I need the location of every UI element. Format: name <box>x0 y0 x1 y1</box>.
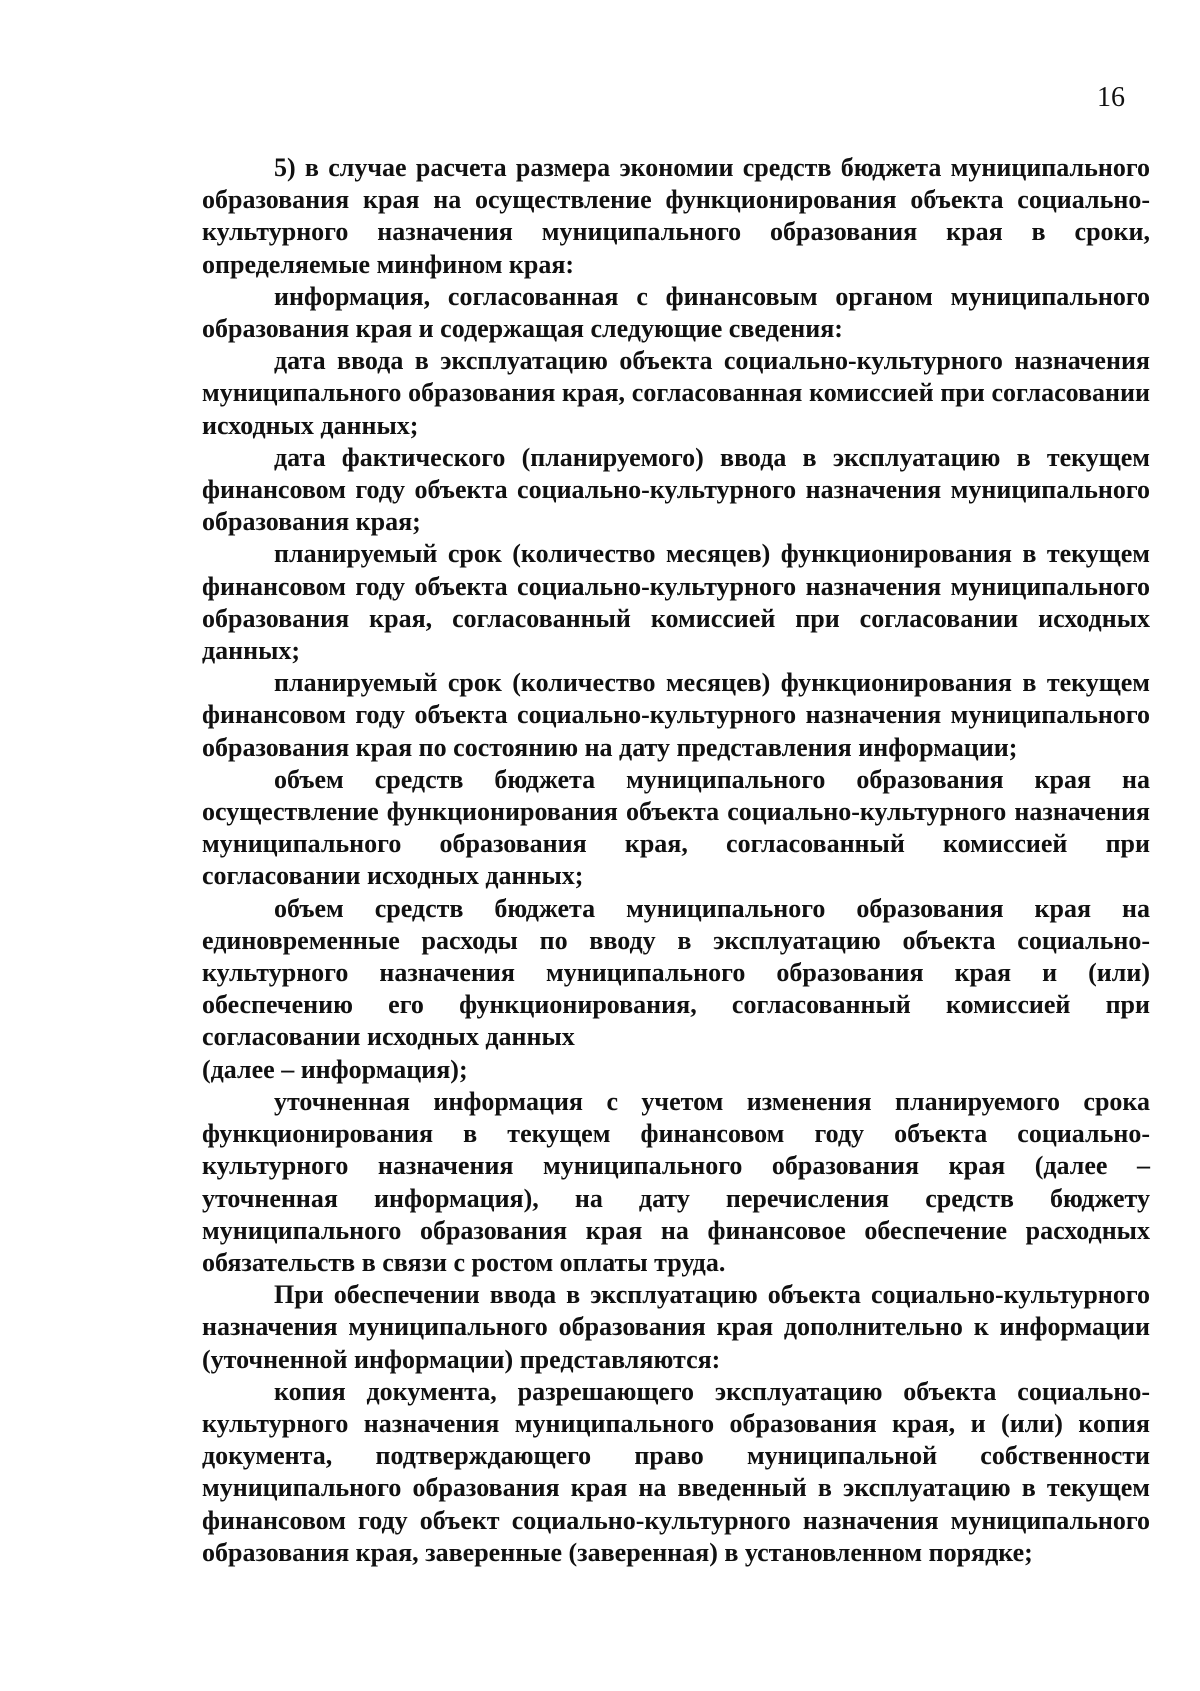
paragraph-planned-term-current: планируемый срок (количество месяцев) функционирования в текущем финансовом году объекта социально-культурного назначения муниципального образования края по состоянию на дату представления информации; <box>202 668 1150 762</box>
paragraph-updated-information: уточненная информация с учетом изменения планируемого срока функционирования в текущем финансовом году объекта социально-культурного назначения муниципального образования края (далее – уточненная информация), на дату перечисления средств бюджету муниципального образования края на финансовое обеспечение расходных обязательств в связи с ростом оплаты труда. <box>202 1086 1150 1277</box>
paragraph-budget-volume-operation: объем средств бюджета муниципального образования края на осуществление функционирования объекта социально-культурного назначения муниципального образования края, согласованный комиссией при согласовании исходных данных; <box>202 764 1150 891</box>
paragraph-budget-volume-one-time: объем средств бюджета муниципального образования края на единовременные расходы по вводу в эксплуатацию объекта социально-культурного назначения муниципального образования края и (или) обеспечению его функционирования, согласованный комиссией при согласовании исходных данных <box>202 893 1150 1052</box>
paragraph-commissioning-date: дата ввода в эксплуатацию объекта социально-культурного назначения муниципального образования края, согласованная комиссией при согласовании исходных данных; <box>202 346 1150 440</box>
paragraph-information: информация, согласованная с финансовым органом муниципального образования края и содержащая следующие сведения: <box>202 281 1150 344</box>
document-body <box>202 152 1150 1569</box>
paragraph-actual-commissioning-date: дата фактического (планируемого) ввода в эксплуатацию в текущем финансовом году объекта социально-культурного назначения муниципального образования края; <box>202 442 1150 537</box>
paragraph-document-copy: копия документа, разрешающего эксплуатацию объекта социально-культурного назначения муниципального образования края, и (или) копия документа, подтверждающего право муниципальной собственности муниципального образования края на введенный в эксплуатацию в текущем финансовом году объект социально-культурного назначения муниципального образования края, заверенные (заверенная) в установленном порядке; <box>202 1376 1150 1567</box>
page-number: 16 <box>1097 82 1125 113</box>
paragraph-additional-documents: При обеспечении ввода в эксплуатацию объекта социально-культурного назначения муниципального образования края дополнительно к информации (уточненной информации) представляются: <box>202 1280 1150 1374</box>
paragraph-planned-term-agreed: планируемый срок (количество месяцев) функционирования в текущем финансовом году объекта социально-культурного назначения муниципального образования края, согласованный комиссией при согласовании исходных данных; <box>202 539 1150 666</box>
paragraph-hereinafter-information: (далее – информация); <box>202 1054 468 1084</box>
paragraph-item-5: 5) в случае расчета размера экономии средств бюджета муниципального образования края на осуществление функционирования объекта социально-культурного назначения муниципального образования края в сроки, определяемые минфином края: <box>202 153 1150 279</box>
